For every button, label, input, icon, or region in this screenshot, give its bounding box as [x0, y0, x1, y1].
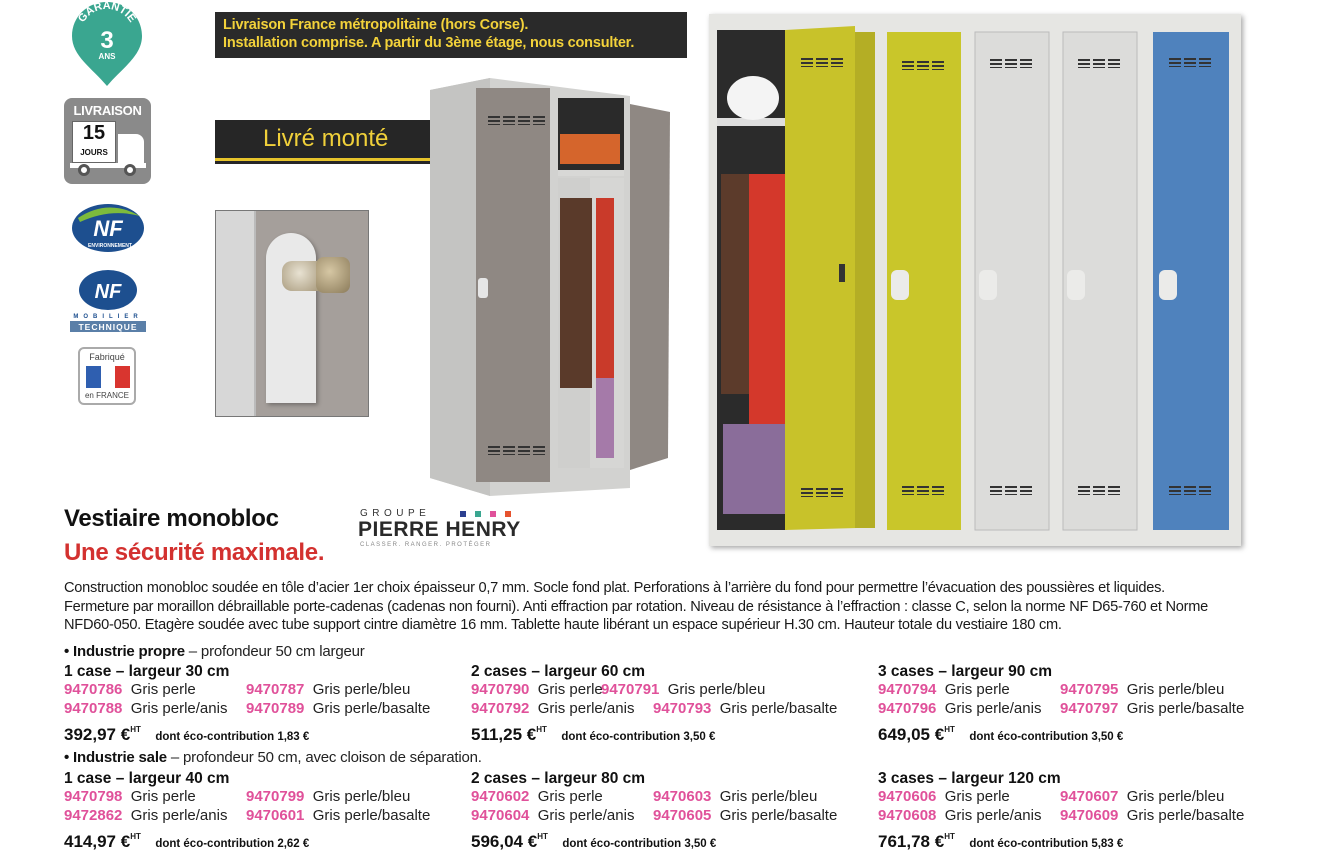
vent-slots: [1169, 58, 1211, 67]
fabrique-label: Fabriqué: [89, 352, 125, 362]
brand-groupe: GROUPE: [360, 508, 431, 519]
location-pin-icon: [70, 0, 144, 88]
eco-contribution: dont éco-contribution 3,50 €: [562, 838, 717, 850]
product-color: Gris perle/basalte: [1126, 806, 1245, 824]
section-detail: – profondeur 50 cm, avec cloison de séparation.: [166, 749, 482, 766]
nf-mobilier-line2: TECHNIQUE: [78, 322, 138, 332]
garantie-number: 3: [100, 27, 114, 54]
product-color: Gris perle/bleu: [1126, 681, 1225, 698]
section-industrie-sale: [64, 749, 482, 766]
pierre-henry-logo: [358, 508, 528, 554]
variant-heading: 1 case – largeur 30 cm: [64, 663, 230, 680]
price: 761,78 €: [878, 832, 945, 851]
section-name: Industrie sale: [73, 749, 167, 766]
product-color: Gris perle: [944, 788, 1010, 805]
product-ref[interactable]: 9470795: [1060, 681, 1119, 698]
product-ref[interactable]: 9470787: [246, 681, 305, 698]
product-ref[interactable]: 9470799: [246, 788, 305, 805]
vent-slots: [902, 61, 944, 70]
eco-contribution: dont éco-contribution 5,83 €: [969, 838, 1124, 850]
brand-name: PIERRE HENRY: [358, 518, 521, 541]
product-ref[interactable]: 9470796: [878, 699, 937, 717]
section-name: Industrie propre: [73, 643, 185, 660]
product-ref[interactable]: 9470790: [471, 681, 530, 698]
price: 511,25 €: [471, 725, 537, 744]
product-ref[interactable]: 9470601: [246, 806, 305, 824]
garantie-3-ans-badge: [70, 0, 144, 88]
eco-contribution: dont éco-contribution 3,50 €: [969, 731, 1124, 743]
nf-mark: NF: [94, 281, 122, 303]
variant-row: [878, 700, 1278, 719]
price-line: [471, 825, 871, 849]
product-title: Vestiaire monobloc: [64, 505, 279, 532]
product-ref[interactable]: 9470793: [653, 699, 712, 717]
product-ref[interactable]: 9470607: [1060, 788, 1119, 805]
nf-mobilier-technique-logo: [68, 266, 148, 336]
variant-row: [878, 807, 1278, 826]
product-color: Gris perle/anis: [537, 699, 635, 717]
price-line: [64, 718, 464, 742]
vent-slots: [990, 59, 1032, 68]
product-ref[interactable]: 9470608: [878, 806, 937, 824]
door-frame: [216, 211, 256, 416]
product-ref[interactable]: 9470789: [246, 699, 305, 717]
vent-slots: [488, 116, 545, 125]
price: 649,05 €: [878, 725, 945, 744]
price: 414,97 €: [64, 832, 131, 851]
price: 392,97 €: [64, 725, 131, 744]
variant-heading: 2 cases – largeur 80 cm: [471, 770, 646, 787]
lockers-color-range-photo: [709, 14, 1241, 546]
truck-cab-icon: [118, 134, 144, 163]
price-line: [878, 718, 1278, 742]
product-color: Gris perle/anis: [944, 806, 1042, 824]
variant-row: [471, 700, 871, 719]
product-color: Gris perle: [130, 788, 196, 805]
description-line: NFD60-050. Etagère soudée avec tube support cintre diamètre 16 mm. Tablette haute libérant un espace supérieur H.30 cm. Hauteur totale du vestiaire 180 cm.: [64, 617, 1062, 633]
eco-contribution: dont éco-contribution 2,62 €: [155, 838, 310, 850]
brand-color-dots: [460, 511, 511, 517]
variant-row: [878, 788, 1278, 807]
variant-row: [64, 807, 464, 826]
variant-heading: 2 cases – largeur 60 cm: [471, 663, 646, 680]
delivery-info-banner: [215, 12, 687, 58]
vent-slots: [990, 486, 1032, 495]
livraison-unit: JOURS: [80, 148, 108, 157]
product-ref[interactable]: 9470606: [878, 788, 937, 805]
product-color: Gris perle/basalte: [719, 699, 838, 717]
price-suffix: HT: [130, 832, 141, 841]
description-line: Fermeture par moraillon débraillable porte-cadenas (cadenas non fourni). Anti effraction par rotation. Niveau de résistance à l’effraction : classe C, selon la norme NF D65-760 et Norme: [64, 598, 1209, 615]
variant-block-2-cases-60: [471, 662, 871, 742]
price-line: [64, 825, 464, 849]
product-color: Gris perle/basalte: [312, 806, 431, 824]
variant-row: [64, 681, 464, 700]
product-color: Gris perle/bleu: [1126, 788, 1225, 805]
product-color: Gris perle: [537, 788, 603, 805]
padlock-icon: [316, 257, 350, 293]
product-description: [64, 579, 1274, 635]
product-ref[interactable]: 9470602: [471, 788, 530, 805]
product-ref[interactable]: 9470798: [64, 788, 123, 805]
product-ref[interactable]: 9470605: [653, 806, 712, 824]
variant-row: [471, 681, 871, 700]
livre-monte-label: [215, 120, 430, 164]
variant-block-3-cases-120: [878, 769, 1278, 849]
product-ref[interactable]: 9470609: [1060, 806, 1119, 824]
garantie-label: GARANTIE: [75, 0, 139, 25]
price-line: [471, 718, 871, 742]
variant-heading: 1 case – largeur 40 cm: [64, 770, 230, 787]
price-suffix: HT: [130, 725, 141, 734]
eco-contribution: dont éco-contribution 3,50 €: [561, 731, 716, 743]
vent-slots: [801, 58, 843, 67]
section-bullet: •: [64, 643, 70, 660]
nf-mobilier-line1: MOBILIER: [73, 314, 143, 320]
variant-heading: 3 cases – largeur 120 cm: [878, 770, 1061, 787]
fabrique-en-france-logo: [78, 347, 136, 405]
product-ref[interactable]: 9470794: [878, 681, 937, 698]
price-suffix: HT: [944, 832, 955, 841]
livraison-number: 15: [82, 122, 106, 144]
product-color: Gris perle: [130, 681, 196, 698]
price-suffix: HT: [944, 725, 955, 734]
nf-mark: NF: [93, 216, 123, 241]
product-ref[interactable]: 9470792: [471, 699, 530, 717]
vent-slots: [1078, 59, 1120, 68]
price-suffix: HT: [536, 725, 547, 734]
section-bullet: •: [64, 749, 70, 766]
variant-row: [471, 807, 871, 826]
variant-block-2-cases-80: [471, 769, 871, 849]
product-ref[interactable]: 9470786: [64, 681, 123, 698]
price: 596,04 €: [471, 832, 538, 851]
product-color: Gris perle/anis: [537, 806, 635, 824]
banner-line-2: Installation comprise. A partir du 3ème étage, nous consulter.: [223, 35, 635, 51]
truck-wheel-icon: [124, 164, 136, 176]
banner-line-1: Livraison France métropolitaine (hors Corse).: [223, 17, 529, 33]
en-france-label: en FRANCE: [84, 391, 129, 400]
variant-row: [64, 788, 464, 807]
product-ref[interactable]: 9470797: [1060, 699, 1119, 717]
product-color: Gris perle/anis: [130, 806, 228, 824]
vent-slots: [488, 446, 545, 455]
product-color: Gris perle/bleu: [667, 681, 766, 698]
variant-block-1-case-30: [64, 662, 464, 742]
garantie-unit: ANS: [98, 52, 116, 61]
brand-tagline: CLASSER. RANGER. PROTÉGER: [360, 542, 492, 548]
france-flag-icon: [86, 366, 130, 388]
vent-slots: [902, 486, 944, 495]
variant-block-1-case-40: [64, 769, 464, 849]
variant-heading: 3 cases – largeur 90 cm: [878, 663, 1053, 680]
vent-slots: [1169, 486, 1211, 495]
nf-environnement-logo: [70, 200, 146, 254]
livraison-label: LIVRAISON: [73, 103, 142, 118]
hasp-plate: [266, 233, 316, 403]
product-color: Gris perle/bleu: [312, 788, 411, 805]
product-color: Gris perle: [537, 681, 603, 698]
product-color: Gris perle/basalte: [719, 806, 838, 824]
truck-wheel-icon: [78, 164, 90, 176]
variant-row: [64, 700, 464, 719]
vent-slots: [801, 488, 843, 497]
price-line: [878, 825, 1278, 849]
livre-monte-text: Livré monté: [263, 125, 389, 152]
product-color: Gris perle/basalte: [312, 699, 431, 717]
locker-2-cases-basalte-photo: [430, 78, 680, 498]
product-subtitle: Une sécurité maximale.: [64, 539, 325, 566]
product-ref[interactable]: 9470791: [601, 681, 660, 698]
variant-block-3-cases-90: [878, 662, 1278, 742]
eco-contribution: dont éco-contribution 1,83 €: [155, 731, 310, 743]
variant-row: [878, 681, 1278, 700]
product-color: Gris perle/anis: [944, 699, 1042, 717]
underline-accent: [215, 158, 430, 161]
product-ref[interactable]: 9472862: [64, 806, 123, 824]
product-color: Gris perle/basalte: [1126, 699, 1245, 717]
description-line: Construction monobloc soudée en tôle d’acier 1er choix épaisseur 0,7 mm. Socle fond plat. Perforations à l’arrière du fond pour permettre l’évacuation des poussières et liquides.: [64, 580, 1165, 596]
price-suffix: HT: [537, 832, 548, 841]
nf-caption: ENVIRONNEMENT: [88, 243, 132, 249]
lock-detail-photo: [215, 210, 369, 417]
section-detail: – profondeur 50 cm largeur: [184, 643, 365, 660]
product-color: Gris perle/anis: [130, 699, 228, 717]
product-ref[interactable]: 9470603: [653, 788, 712, 805]
livraison-15-jours-badge: [64, 98, 151, 184]
product-ref[interactable]: 9470788: [64, 699, 123, 717]
variant-row: [471, 788, 871, 807]
product-color: Gris perle: [944, 681, 1010, 698]
vent-slots: [1078, 486, 1120, 495]
product-ref[interactable]: 9470604: [471, 806, 530, 824]
product-color: Gris perle/bleu: [312, 681, 411, 698]
product-color: Gris perle/bleu: [719, 788, 818, 805]
section-industrie-propre: [64, 643, 365, 660]
